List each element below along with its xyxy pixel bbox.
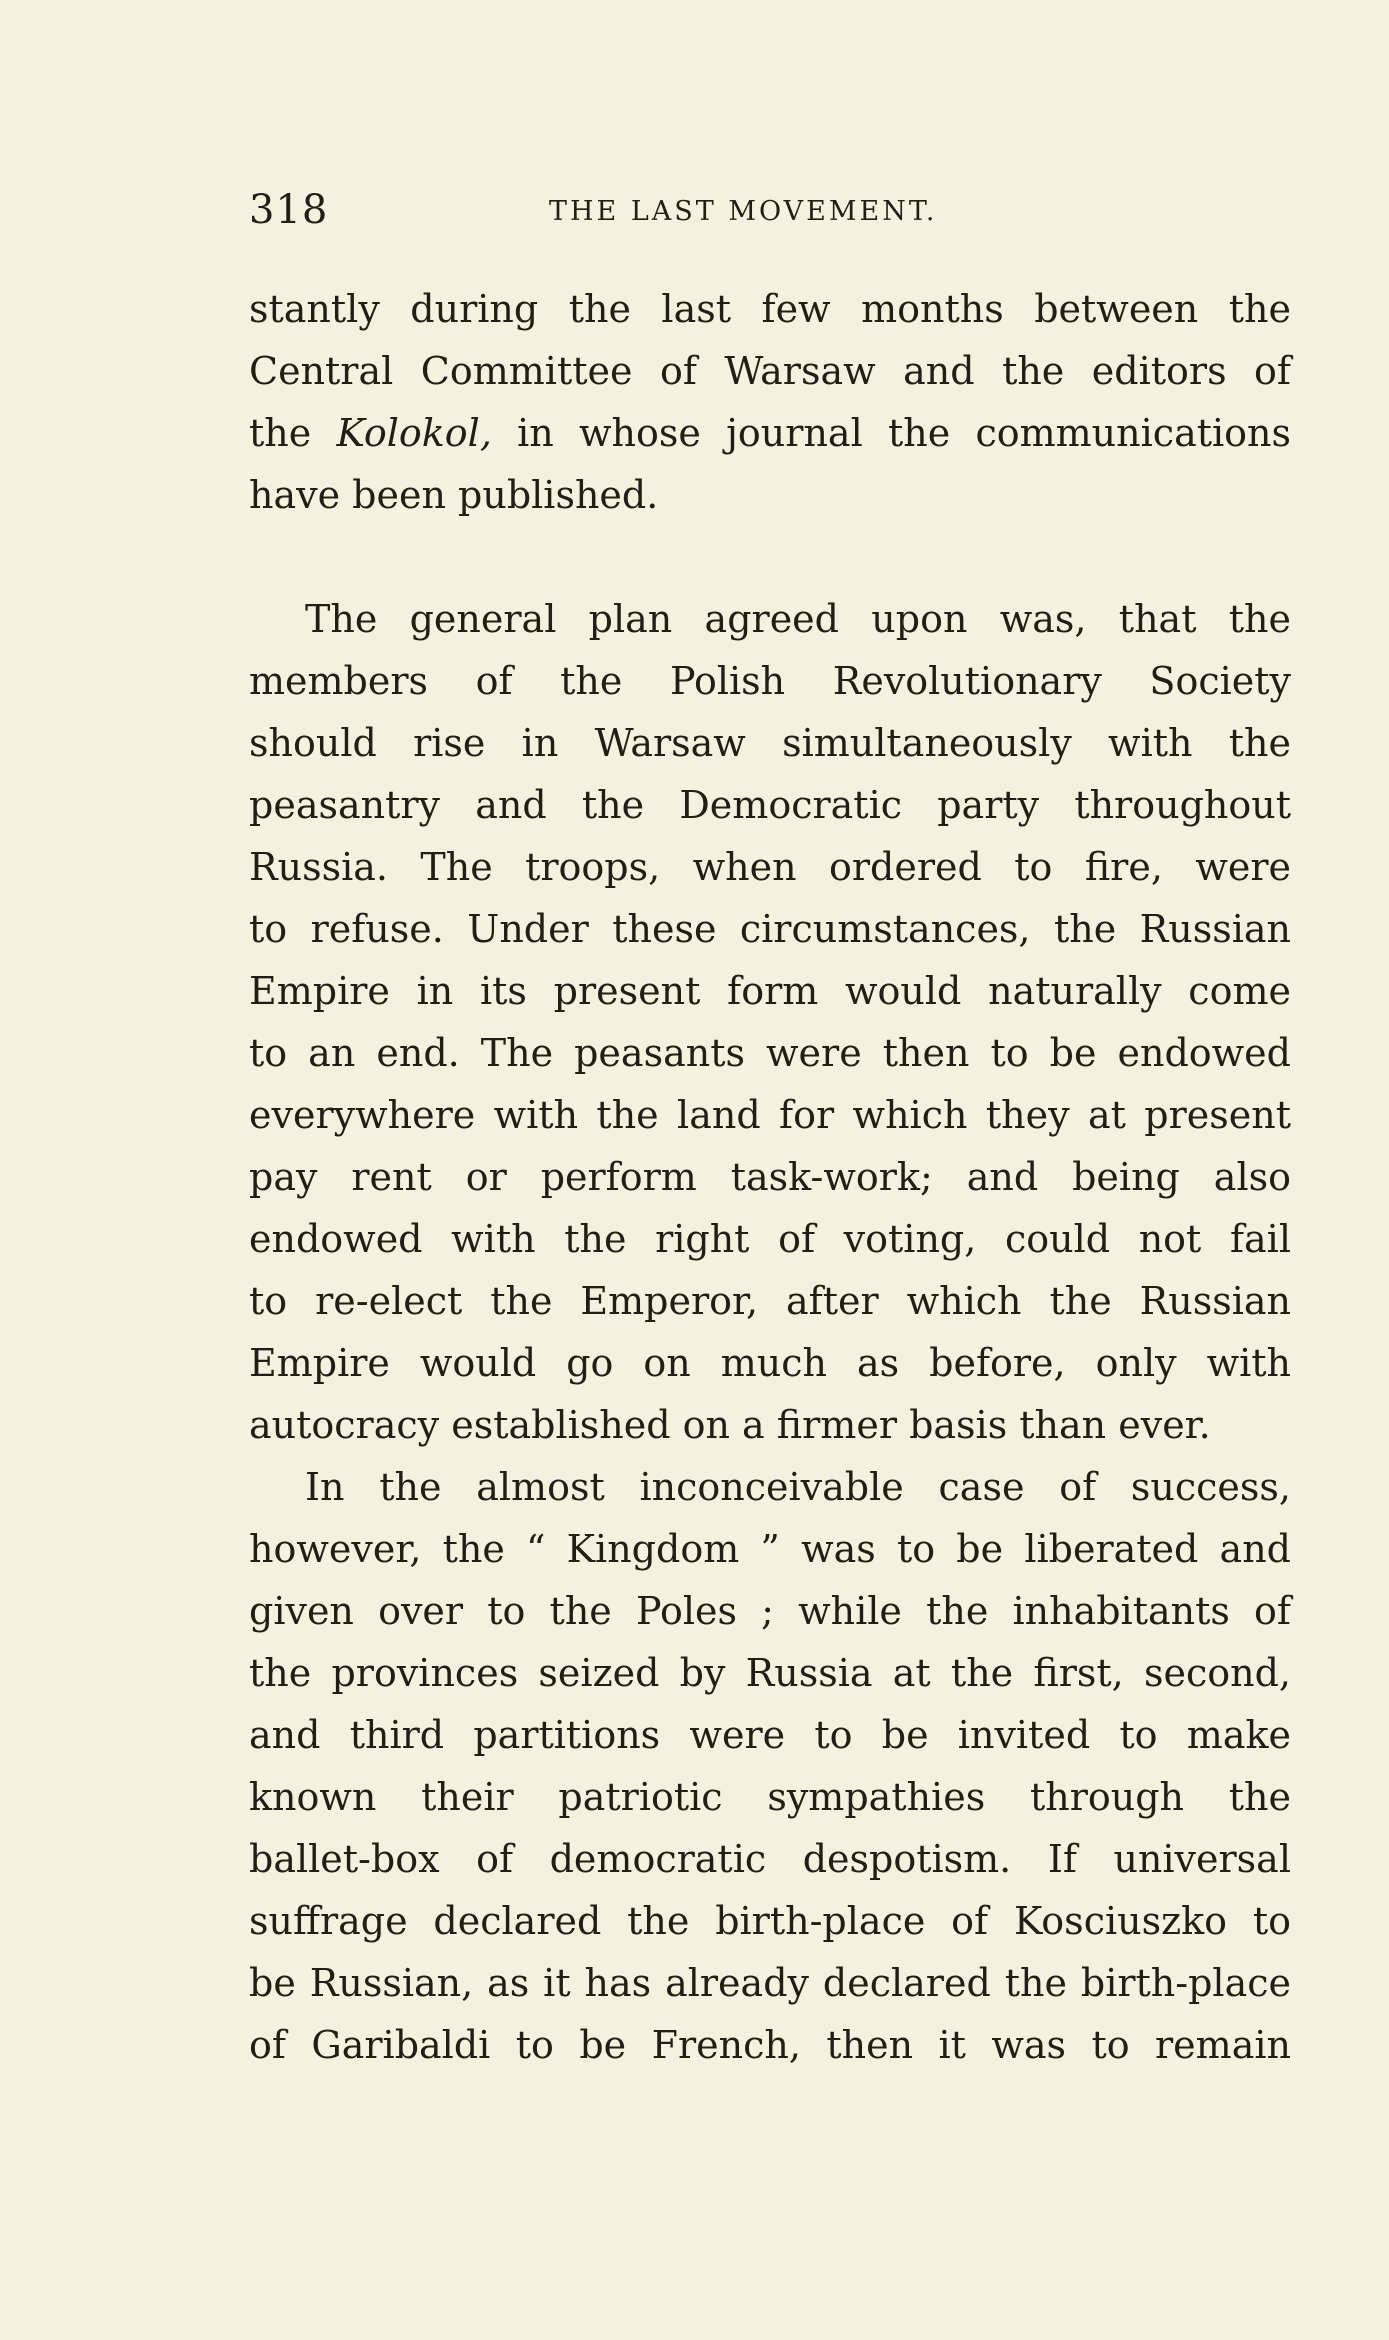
text-line: Empire would go on much as before, only with [249, 1341, 1291, 1385]
text-line: to refuse. Under these circumstances, the Russian [249, 907, 1291, 951]
text-line: to re-elect the Emperor, after which the Russian [249, 1279, 1291, 1323]
text-segment: in whose journal the communications [491, 411, 1291, 455]
text-line: The general plan agreed upon was, that the [305, 597, 1291, 641]
text-line: Empire in its present form would naturally come [249, 969, 1291, 1013]
text-line: everywhere with the land for which they at present [249, 1093, 1291, 1137]
text-line: be Russian, as it has already declared the birth-place [249, 1961, 1291, 2005]
journal-title-kolokol: Kolokol, [336, 411, 492, 455]
text-line: autocracy established on a firmer basis than ever. [249, 1403, 1211, 1447]
text-line: endowed with the right of voting, could not fail [249, 1217, 1291, 1261]
text-line: however, the “ Kingdom ” was to be liberated and [249, 1527, 1291, 1571]
text-line: In the almost inconceivable case of success, [305, 1465, 1291, 1509]
body-text [249, 278, 1291, 2076]
text-line: Central Committee of Warsaw and the editors of [249, 349, 1291, 393]
text-line: stantly during the last few months between the [249, 287, 1291, 331]
text-line: have been published. [249, 473, 659, 517]
text-line: should rise in Warsaw simultaneously with the [249, 721, 1291, 765]
text-line: of Garibaldi to be French, then it was to remain [249, 2023, 1291, 2067]
page-number: 318 [249, 187, 329, 233]
text-line: suffrage declared the birth-place of Kosciuszko to [249, 1899, 1291, 1943]
text-line [249, 402, 1291, 464]
text-line: the provinces seized by Russia at the first, second, [249, 1651, 1291, 1695]
text-line: to an end. The peasants were then to be endowed [249, 1031, 1291, 1075]
text-line: members of the Polish Revolutionary Society [249, 659, 1291, 703]
paragraph-gap [249, 526, 1291, 588]
text-line: and third partitions were to be invited to make [249, 1713, 1291, 1757]
text-line: known their patriotic sympathies through the [249, 1775, 1291, 1819]
text-line: given over to the Poles ; while the inhabitants of [249, 1589, 1291, 1633]
text-line: Russia. The troops, when ordered to fire, were [249, 845, 1291, 889]
text-segment: the [249, 411, 337, 455]
text-line: peasantry and the Democratic party throughout [249, 783, 1291, 827]
running-title: THE LAST MOVEMENT. [549, 196, 938, 227]
running-head [249, 180, 1291, 240]
text-line: pay rent or perform task-work; and being also [249, 1155, 1291, 1199]
text-line: ballet-box of democratic despotism. If universal [249, 1837, 1291, 1881]
